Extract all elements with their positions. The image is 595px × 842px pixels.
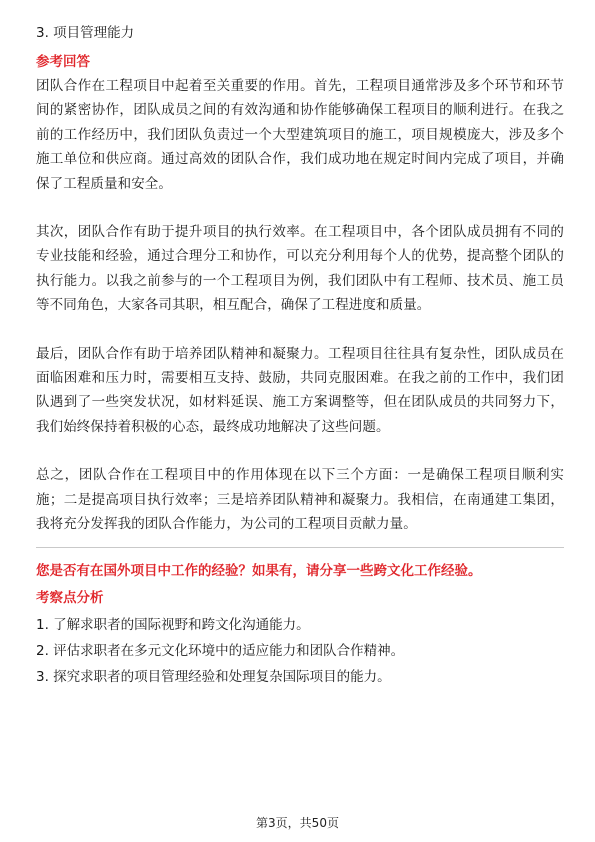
paragraph-gap [36, 439, 564, 463]
answer-paragraph-4: 总之，团队合作在工程项目中的作用体现在以下三个方面：一是确保工程项目顺利实施；二是提高项目执行效率；三是培养团队精神和凝聚力。我相信，在南通建工集团，我将充分发挥我的团队合作能力，为公司的工程项目贡献力量。 [36, 467, 564, 533]
question-text: 您是否有在国外项目中工作的经验？如果有，请分享一些跨文化工作经验。 [36, 562, 482, 579]
section-divider [36, 547, 564, 548]
answer-paragraph-3: 最后，团队合作有助于培养团队精神和凝聚力。工程项目往往具有复杂性，团队成员在面临困难和压力时，需要相互支持、鼓励，共同克服困难。在我之前的工作中，我们团队遇到了一些突发状况，如材料延误、施工方案调整等，但在团队成员的共同努力下，我们始终保持着积极的心态，最终成功地解决了这些问题。 [36, 345, 564, 435]
analysis-point: 2. 评估求职者在多元文化环境中的适应能力和团队合作精神。 [36, 642, 405, 659]
analysis-label: 考察点分析 [36, 589, 104, 606]
answer-paragraph-2: 其次，团队合作有助于提升项目的执行效率。在工程项目中，各个团队成员拥有不同的专业技能和经验，通过合理分工和协作，可以充分利用每个人的优势，提高整个团队的执行能力。以我之前参与的一个工程项目为例，我们团队中有工程师、技术员、施工员等不同角色，大家各司其职，相互配合，确保了工程进度和质量。 [36, 224, 564, 314]
page-content [36, 22, 564, 690]
section-heading: 3. 项目管理能力 [36, 25, 135, 41]
answer-paragraph-1: 团队合作在工程项目中起着至关重要的作用。首先，工程项目通常涉及多个环节和环节间的紧密协作，团队成员之间的有效沟通和协作能够确保工程项目的顺利进行。在我之前的工作经历中，我们团队负责过一个大型建筑项目的施工，项目规模庞大，涉及多个施工单位和供应商。通过高效的团队合作，我们成功地在规定时间内完成了项目，并确保了工程质量和安全。 [36, 78, 564, 192]
analysis-points [36, 612, 564, 690]
analysis-point: 3. 探究求职者的项目管理经验和处理复杂国际项目的能力。 [36, 668, 391, 685]
paragraph-gap [36, 196, 564, 220]
answer-label: 参考回答 [36, 54, 90, 70]
paragraph-gap [36, 318, 564, 342]
page-number: 第3页，共50页 [256, 816, 339, 830]
analysis-point: 1. 了解求职者的国际视野和跨文化沟通能力。 [36, 616, 310, 633]
